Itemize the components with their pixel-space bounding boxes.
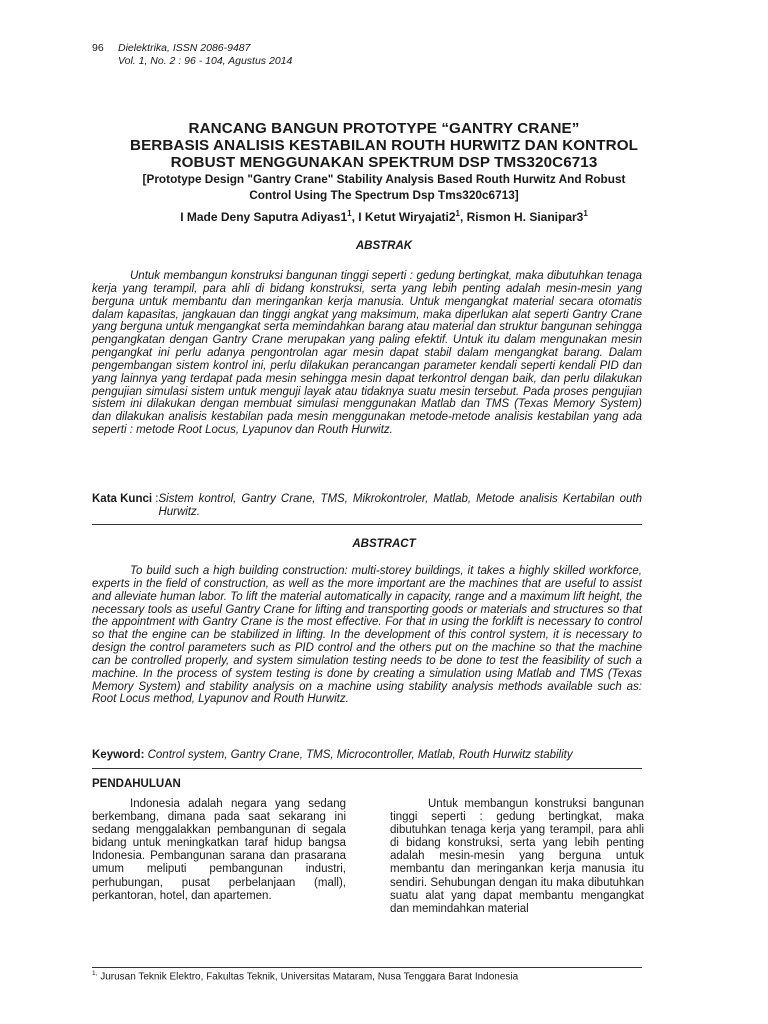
abstrak-heading: ABSTRAK — [355, 240, 413, 252]
intro-paragraph-left: Indonesia adalah negara yang sedang berkembang, dimana pada saat sekarang ini sedang menggalakkan pembangunan di segala bidang untuk meningkatkan taraf hidup bangsa Indonesia. Pembangunan sarana dan prasarana umum meliputi pembangunan industri, perhubungan, pusat perbelanjaan (mall), perkantoran, hotel, dan apartemen. — [92, 798, 346, 902]
title-line-2: BERBASIS ANALISIS KESTABILAN ROUTH HURWITZ DAN KONTROL — [130, 137, 638, 154]
author-2: I Ketut Wiryajati2 — [358, 210, 456, 224]
running-header — [92, 42, 292, 68]
keyword-line — [92, 749, 642, 762]
footnote-marker: 1, — [92, 970, 98, 977]
page-number: 96 — [92, 42, 104, 54]
footnote — [92, 968, 518, 983]
kata-kunci-separator: : — [152, 493, 159, 505]
author-separator: , — [351, 210, 359, 224]
journal-volume: Vol. 1, No. 2 : 96 - 104, Agustus 2014 — [118, 55, 293, 67]
abstract-paragraph: To build such a high building construction: multi-storey buildings, it takes a highly skilled workforce, experts in the field of construction, as well as the more important are the machines that are useful to assist and alleviate human labor. To lift the material automatically in capacity, range and a maximum lift height, the necessary tools as useful Gantry Crane for lifting and transporting goods or materials and structures so that the appointment with Gantry Crane is the most effective. For that in using the forklift is necessary to control so that the engine can be stabilized in lifting. In the development of this control system, it is necessary to design the control parameters such as PID control and the others put on the machine so that the machine can be controlled properly, and system simulation testing needs to be done to test the feasibility of such a machine. In the process of system testing is done by creating a simulation using Matlab and TMS (Texas Memory System) and stability analysis on a machine using stability analysis methods available such as: Root Locus method, Lyapunov and Routh Hurwitz. — [92, 565, 642, 706]
author-separator: , — [459, 210, 467, 224]
abstrak-paragraph: Untuk membangun konstruksi bangunan tinggi seperti : gedung bertingkat, maka dibutuhkan tenaga kerja yang terampil, para ahli di bidang konstruksi, serta yang lebih penting adalah mesin-mesin yang berguna untuk membantu dan meringankan kerja manusia. Untuk mengangkat material secara otomatis dalam kapasitas, jangkauan dan tinggi angkat yang maksimum, maka diperlukan alat seperti Gantry Crane yang berguna untuk mengangkat serta memindahkan barang atau material dan struktur bangunan sehingga pengangkatan dengan Gantry Crane merupakan yang paling efektif. Untuk itu dalam mengunakan mesin pengangkat ini perlu adanya pengontrolan agar mesin dapat stabil dalam mengangkat barang. Dalam pengembangan sistem kontrol ini, perlu dilakukan perancangan parameter kendali seperti kendali PID dan yang lainnya yang terdapat pada mesin sehingga mesin dapat terkontrol dengan baik, dan perlu dilakukan pengujian simulasi sistem untuk menguji layak atau tidaknya suatu mesin tersebut. Pada proses pengujian sistem ini dilakukan dengan membuat simulasi menggunakan Matlab dan TMS (Texas Memory System) dan dilakukan analisis kestabilan pada mesin menggunakan metode-metode analisis kestabilan yang ada seperti : metode Root Locus, Lyapunov dan Routh Hurwitz. — [92, 270, 642, 437]
kata-kunci-label: Kata Kunci — [92, 493, 153, 505]
body-column-left — [92, 798, 346, 903]
footnote-text: Jurusan Teknik Elektro, Fakultas Teknik, Universitas Mataram, Nusa Tenggara Barat Indonesia — [97, 971, 519, 983]
section-divider — [92, 768, 642, 769]
abstract-heading: ABSTRACT — [352, 538, 416, 550]
keyword-text: Control system, Gantry Crane, TMS, Microcontroller, Matlab, Routh Hurwitz stability — [144, 749, 573, 761]
section-divider — [92, 524, 642, 525]
title-line-1: RANCANG BANGUN PROTOTYPE “GANTRY CRANE” — [188, 120, 580, 137]
author-3: Rismon H. Sianipar3 — [466, 210, 584, 224]
subtitle-line-2: Control Using The Spectrum Dsp Tms320c6713] — [249, 188, 519, 202]
journal-name: Dielektrika, ISSN 2086-9487 — [118, 42, 251, 54]
author-2-affiliation: 1 — [455, 209, 460, 218]
author-3-affiliation: 1 — [583, 209, 588, 218]
pendahuluan-heading: PENDAHULUAN — [92, 778, 181, 790]
kata-kunci — [92, 493, 642, 519]
abstract-body — [92, 565, 642, 706]
body-column-right — [390, 798, 644, 916]
author-1-affiliation: 1 — [347, 209, 352, 218]
title-line-3: ROBUST MENGGUNAKAN SPEKTRUM DSP TMS320C6713 — [170, 154, 598, 171]
paper-title-block — [92, 120, 676, 203]
keyword-label: Keyword: — [92, 749, 145, 761]
intro-paragraph-right: Untuk membangun konstruksi bangunan tinggi seperti : gedung bertingkat, maka dibutuhkan tenaga kerja yang terampil, para ahli di bidang konstruksi, serta yang lebih penting adalah mesin-mesin yang berguna untuk membantu dan meringankan kerja manusia itu sendiri. Sehubungan dengan itu maka dibutuhkan suatu alat yang dapat membantu mengangkat dan memindahkan material — [390, 798, 644, 915]
author-1: I Made Deny Saputra Adiyas1 — [180, 210, 348, 224]
subtitle-line-1: [Prototype Design "Gantry Crane" Stability Analysis Based Routh Hurwitz And Robust — [142, 172, 626, 186]
abstrak-body — [92, 270, 642, 437]
author-list — [92, 209, 676, 224]
kata-kunci-text: Sistem kontrol, Gantry Crane, TMS, Mikrokontroler, Matlab, Metode analisis Kertabilan outh Hurwitz. — [158, 493, 642, 518]
